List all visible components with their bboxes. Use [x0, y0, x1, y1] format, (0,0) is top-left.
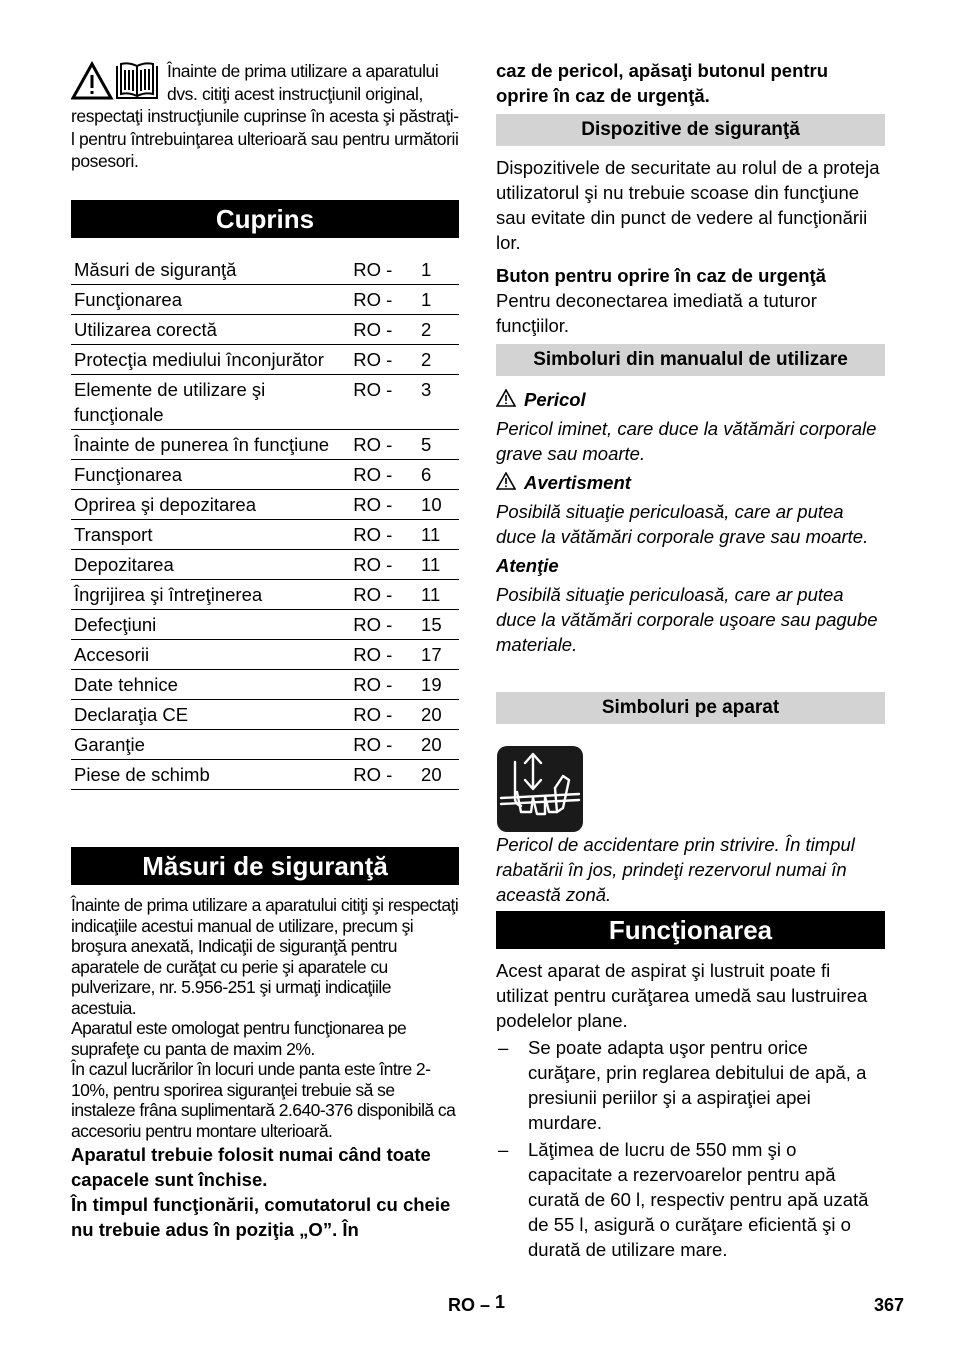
toc-entry-page: 2: [421, 319, 432, 340]
toc-entry-page: 10: [421, 494, 442, 515]
safety-paragraph-3: În cazul lucrărilor în locuri unde panta este între 2-10%, pentru sporirea siguranţei trebuie să se instaleze frâna suplimentară 2.640-376 disponibilă ca accesoriu pentru montare ulterioară.: [71, 1059, 456, 1141]
toc-entry-ref: RO -: [353, 434, 393, 455]
toc-row: [71, 345, 459, 375]
intro-text: Înainte de prima utilizare a aparatului dvs. citiţi acest instrucţiunil original, respectaţi instrucţiunile cuprinse în acesta şi păstraţi-l pentru întrebuinţarea ulterioară sau pentru următorii posesori.: [71, 61, 459, 171]
toc-entry-page: 17: [421, 644, 442, 665]
toc-entry-ref: RO -: [353, 524, 393, 545]
list-item: – Se poate adapta uşor pentru orice curăţare, prin reglarea debitului de apă, a presiunii periilor şi a aspiraţiei apei murdare.: [496, 1035, 885, 1135]
symbols-manual-body: [496, 387, 885, 657]
devices-body: [496, 155, 885, 338]
toc-entry-title: Îngrijirea şi întreţinerea: [74, 584, 263, 605]
toc-entry-title: Accesorii: [74, 644, 150, 665]
safety-paragraph-2: Aparatul este omologat pentru funcţionarea pe suprafeţe cu panta de maxim 2%.: [71, 1018, 407, 1059]
toc-row: [71, 640, 459, 670]
toc-entry-title: Utilizarea corectă: [74, 319, 217, 340]
toc-entry-page: 1: [421, 259, 432, 280]
toc-entry-title: Protecţia mediului înconjurător: [74, 349, 324, 370]
toc-entry-ref: RO -: [353, 554, 393, 575]
toc-entry-title: Măsuri de siguranţă: [74, 259, 237, 280]
toc-entry-title: Înainte de punerea în funcţiune: [74, 434, 330, 455]
toc-entry-title: Funcţionarea: [74, 289, 182, 310]
toc-entry-page: 3: [421, 379, 432, 400]
toc-row: [71, 460, 459, 490]
devices-paragraph: Dispozitivele de securitate au rolul de a proteja utilizatorul şi nu trebuie scoase din funcţiune sau evitate din punct de vedere al funcţionării lor.: [496, 157, 880, 253]
toc-row: [71, 580, 459, 610]
toc-entry-title: Defecţiuni: [74, 614, 157, 635]
avertisment-text: Posibilă situaţie periculoasă, care ar putea duce la vătămări corporale grave sau moarte.: [496, 501, 869, 547]
toc-entry-title: Depozitarea: [74, 554, 174, 575]
toc-table: [71, 255, 459, 790]
toc-row: [71, 610, 459, 640]
toc-entry-ref: RO -: [353, 259, 393, 280]
toc-row: [71, 285, 459, 315]
toc-row: [71, 490, 459, 520]
pericol-title-row: [496, 387, 885, 412]
toc-entry-title: Elemente de utilizare şi funcţionale: [74, 379, 266, 425]
warning-icon: [73, 64, 111, 98]
estop-title: Buton pentru oprire în caz de urgenţă: [496, 265, 826, 286]
page-number: 367: [874, 1295, 905, 1315]
hand-crush-hazard-icon: [497, 746, 583, 832]
toc-row: [71, 255, 459, 285]
toc-entry-page: 19: [421, 674, 442, 695]
toc-entry-page: 20: [421, 704, 442, 725]
toc-row: [71, 430, 459, 460]
safety-body: [71, 895, 459, 1242]
footer-section-page: 1: [495, 1292, 506, 1312]
toc-entry-page: 20: [421, 764, 442, 785]
function-list: [496, 1035, 885, 1262]
toc-entry-ref: RO -: [353, 734, 393, 755]
toc-entry-title: Garanţie: [74, 734, 145, 755]
toc-entry-ref: RO -: [353, 644, 393, 665]
toc-entry-page: 15: [421, 614, 442, 635]
toc-entry-page: 1: [421, 289, 432, 310]
toc-entry-title: Piese de schimb: [74, 764, 210, 785]
intro-icons: [71, 60, 161, 104]
pericol-text: Pericol iminet, care duce la vătămări corporale grave sau moarte.: [496, 418, 877, 464]
toc-entry-ref: RO -: [353, 319, 393, 340]
toc-entry-ref: RO -: [353, 289, 393, 310]
toc-entry-page: 11: [421, 554, 441, 575]
toc-heading: Cuprins: [71, 200, 459, 238]
list-item: – Lăţimea de lucru de 550 mm şi o capacitate a rezervoarelor pentru apă curată de 60 l, respectiv pentru apă uzată de 55 l, asigură o curăţare eficientă şi o durată de utilizare mare.: [496, 1137, 885, 1262]
devices-heading: Dispozitive de siguranţă: [496, 114, 885, 146]
toc-entry-page: 6: [421, 464, 432, 485]
safety-heading: Măsuri de siguranţă: [71, 847, 459, 885]
safety-bold-1: Aparatul trebuie folosit numai când toate capacele sunt închise.: [71, 1144, 431, 1190]
toc-entry-page: 20: [421, 734, 442, 755]
safety-bold-2-continued: caz de pericol, apăsaţi butonul pentru oprire în caz de urgenţă.: [496, 60, 829, 106]
toc-row: [71, 730, 459, 760]
toc-entry-title: Date tehnice: [74, 674, 178, 695]
manual-book-icon: [117, 63, 157, 98]
avertisment-title-row: [496, 470, 885, 495]
toc-entry-ref: RO -: [353, 704, 393, 725]
warning-icon: [496, 389, 516, 407]
footer-dash: –: [480, 1295, 491, 1315]
toc-entry-ref: RO -: [353, 494, 393, 515]
toc-entry-ref: RO -: [353, 614, 393, 635]
safety-bold-2-start: În timpul funcţionării, comutatorul cu cheie nu trebuie adus în poziţia „O”. În: [71, 1194, 451, 1240]
estop-text: Pentru deconectarea imediată a tuturor funcţiilor.: [496, 290, 817, 336]
toc-row: [71, 520, 459, 550]
footer-section: RO: [448, 1295, 475, 1315]
toc-entry-ref: RO -: [353, 349, 393, 370]
function-heading: Funcţionarea: [496, 911, 885, 949]
avertisment-title: Avertisment: [524, 472, 631, 493]
symbols-manual-heading: Simboluri din manualul de utilizare: [496, 344, 885, 376]
atentie-title: Atenţie: [496, 555, 559, 576]
atentie-text: Posibilă situaţie periculoasă, care ar putea duce la vătămări corporale uşoare sau pagube materiale.: [496, 584, 878, 655]
pericol-title: Pericol: [524, 389, 586, 410]
toc-entry-ref: RO -: [353, 674, 393, 695]
toc-row: [71, 375, 459, 430]
function-body: [496, 958, 885, 1262]
toc-row: [71, 550, 459, 580]
symbols-device-heading: Simboluri pe aparat: [496, 692, 885, 724]
footer-section-label: [448, 1292, 506, 1316]
toc-entry-title: Oprirea şi depozitarea: [74, 494, 257, 515]
toc-entry-page: 2: [421, 349, 432, 370]
toc-entry-title: Funcţionarea: [74, 464, 182, 485]
toc-entry-ref: RO -: [353, 464, 393, 485]
toc-row: [71, 760, 459, 790]
toc-row: [71, 670, 459, 700]
toc-entry-page: 11: [421, 524, 441, 545]
toc-entry-page: 11: [421, 584, 441, 605]
toc-entry-ref: RO -: [353, 764, 393, 785]
toc-row: [71, 700, 459, 730]
toc-entry-ref: RO -: [353, 584, 393, 605]
function-paragraph: Acest aparat de aspirat şi lustruit poate fi utilizat pentru curăţarea umedă sau lustruirea podelelor plane.: [496, 960, 868, 1031]
toc-row: [71, 315, 459, 345]
warning-icon: [496, 472, 516, 490]
toc-entry-ref: RO -: [353, 379, 393, 400]
safety-paragraph-1: Înainte de prima utilizare a aparatului citiţi şi respectaţi indicaţiile acestui manual de utilizare, precum şi broşura anexată, Indicaţii de siguranţă pentru aparatele de curăţat cu perie şi aparatele cu pulverizare, nr. 5.956-251 şi urmaţi indicaţiile acestuia.: [71, 895, 459, 1018]
toc-entry-page: 5: [421, 434, 432, 455]
toc-entry-title: Declaraţia CE: [74, 704, 189, 725]
intro-block: [71, 60, 459, 173]
symbols-device-text: Pericol de accidentare prin strivire. În timpul rabatării în jos, prindeţi rezervorul numai în această zonă.: [496, 834, 855, 905]
toc-entry-title: Transport: [74, 524, 153, 545]
